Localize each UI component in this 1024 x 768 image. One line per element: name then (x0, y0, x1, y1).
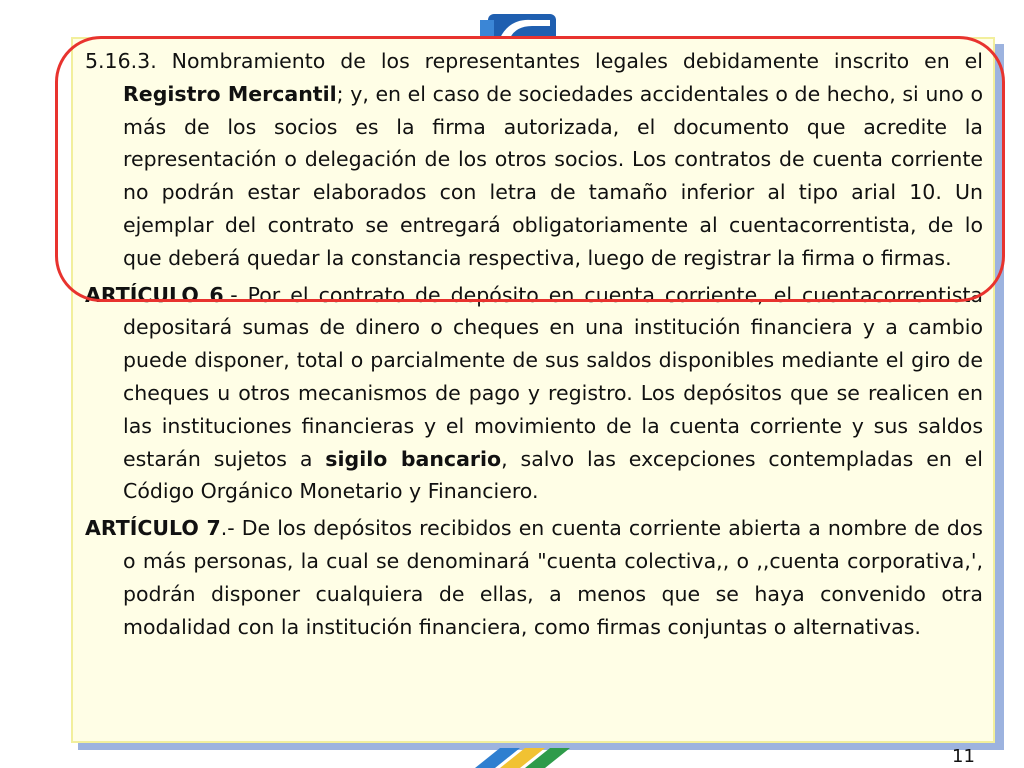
bold-term: sigilo bancario (325, 446, 502, 471)
article-heading: ARTÍCULO 6 (85, 282, 224, 307)
text-box (71, 37, 995, 743)
paragraph-text: , salvo las excepciones contempladas en el Código Orgánico Monetario y Financiero. (123, 446, 983, 504)
paragraph-text: .- De los depósitos recibidos en cuenta corriente abierta a nombre de dos o más personas, la cual se denominará "cuenta colectiva,, o ,,cuenta corporativa,', podrán disponer cualquiera de ellas, a menos que se haya convenido otra modalidad con la institución financiera, como firmas conjuntas o alternativas. (123, 516, 983, 639)
paragraph-articulo-7 (85, 512, 983, 643)
paragraph-text: ; y, en el caso de sociedades accidentales o de hecho, si uno o más de los socios es la firma autorizada, el documento que acredite la representación o delegación de los otros socios. Los contratos de cuenta corriente no podrán estar elaborados con letra de tamaño inferior al tipo arial 10. Un ejemplar del contrato se entregará obligatoriamente al cuentacorrentista, de lo que deberá quedar la constancia respectiva, luego de registrar la firma o firmas. (123, 81, 983, 270)
paragraph-5-16-3 (85, 45, 983, 275)
swoosh-icon (470, 738, 580, 768)
page-number: 11 (952, 746, 975, 767)
paragraph-text: 5.16.3. Nombramiento de los representantes legales debidamente inscrito en el (85, 49, 983, 73)
article-heading: ARTÍCULO 7 (85, 516, 221, 541)
document-text (85, 45, 983, 643)
paragraph-articulo-6 (85, 279, 983, 509)
bold-term: Registro Mercantil (123, 81, 337, 106)
paragraph-text: .- Por el contrato de depósito en cuenta corriente, el cuentacorrentista depositará sumas de dinero o cheques en una institución financiera y a cambio puede disponer, total o parcialmente de sus saldos disponibles mediante el giro de cheques u otros mecanismos de pago y registro. Los depósitos que se realicen en las instituciones financieras y el movimiento de la cuenta corriente y sus saldos estarán sujetos a (123, 282, 983, 471)
